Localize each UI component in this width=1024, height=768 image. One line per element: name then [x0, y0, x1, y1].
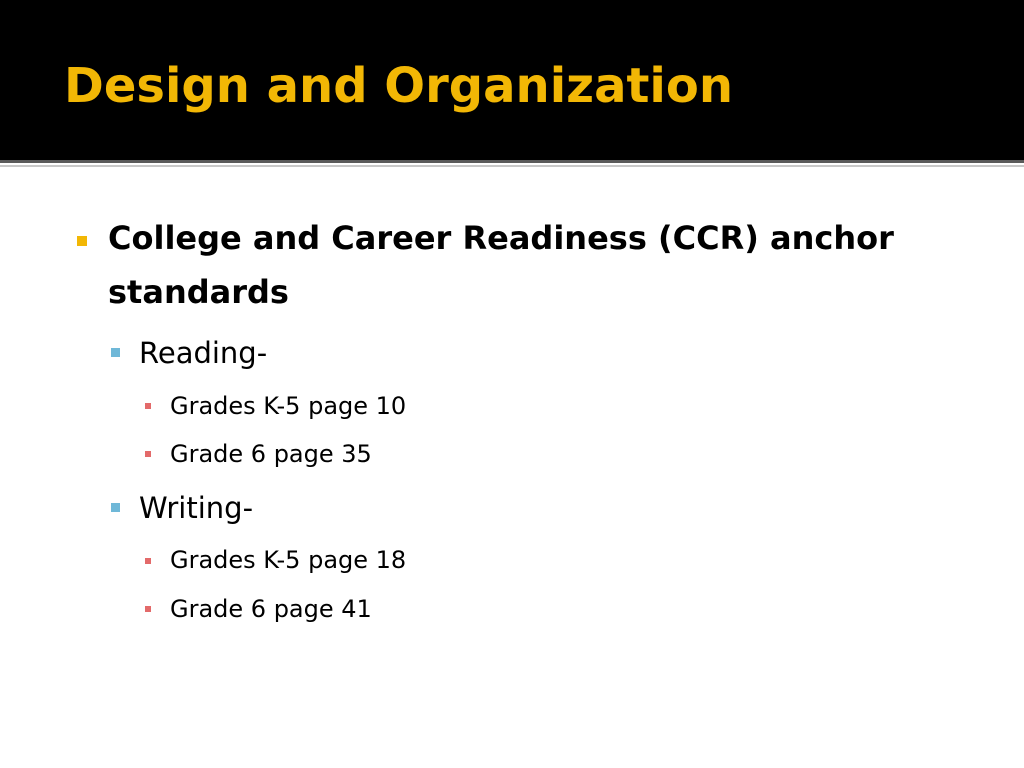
square-bullet-icon [145, 558, 151, 564]
bullet-text-reading: Reading- [139, 336, 268, 370]
square-bullet-icon [111, 348, 120, 357]
bullet-text-writing-k5: Grades K-5 page 18 [170, 546, 407, 574]
slide-title: Design and Organization [64, 58, 734, 114]
square-bullet-icon [145, 451, 151, 457]
square-bullet-icon [145, 403, 151, 409]
square-bullet-icon [77, 236, 87, 246]
bullet-text-writing-g6: Grade 6 page 41 [170, 595, 372, 623]
bullet-text-writing: Writing- [139, 491, 254, 525]
bullet-text-reading-k5: Grades K-5 page 10 [170, 392, 407, 420]
bullet-text-level1-line2: standards [108, 273, 289, 311]
square-bullet-icon [111, 503, 120, 512]
bullet-text-level1-line1: College and Career Readiness (CCR) anchor [108, 219, 894, 257]
bullet-text-reading-g6: Grade 6 page 35 [170, 440, 372, 468]
square-bullet-icon [145, 606, 151, 612]
